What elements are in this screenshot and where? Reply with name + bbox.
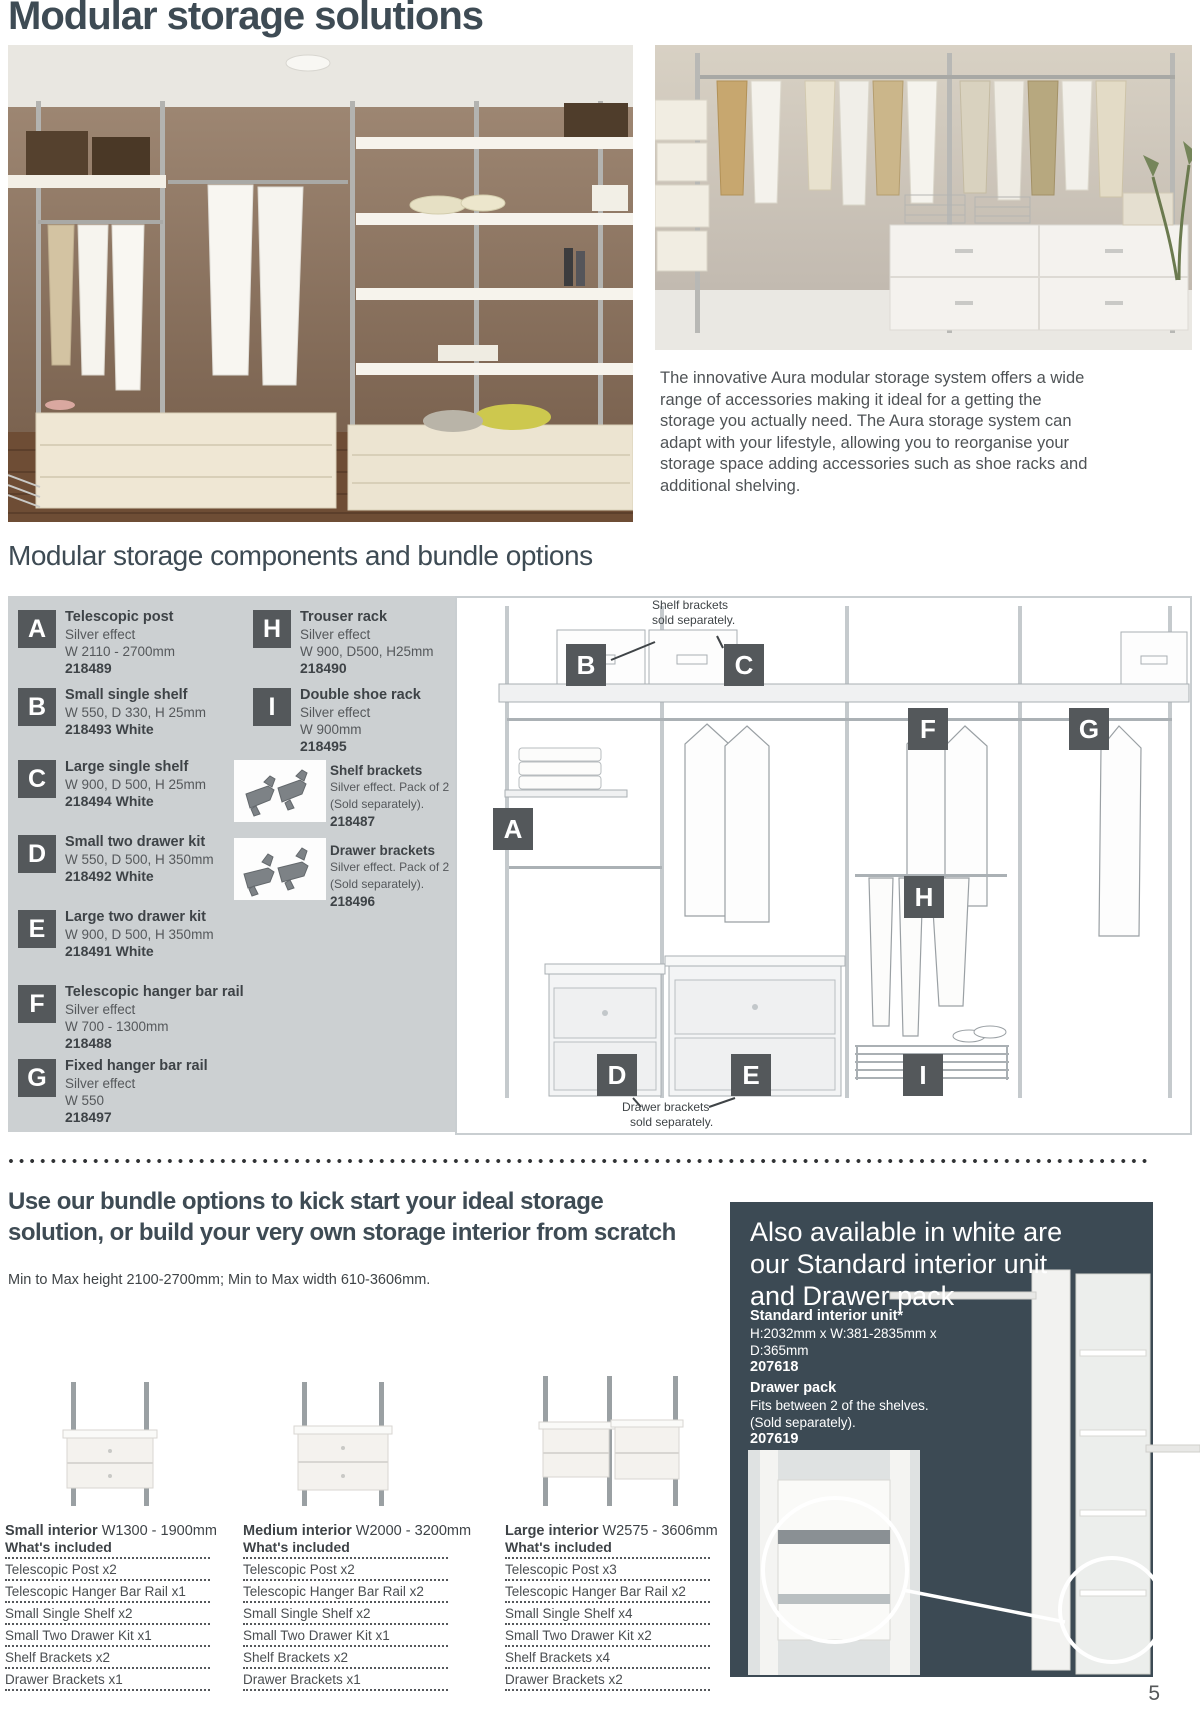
bundles-heading: Use our bundle options to kick start your ideal storage solution, or build your very own storage interior from scratch — [8, 1188, 676, 1246]
components-panel: A Telescopic post Silver effect W 2110 - 2700mm 218489 B Small single shelf W 550, D 330, H 25mm 218493 White C Large single shelf W 900, D 500, H 25mm 218494 White D Small two drawer kit W 550, D 500, H 350mm 218492 White E Large two drawer kit W 900, D 500, H 350mm 218491 White F Telescopic hanger bar rail Silver effect W 700 - 1300mm 218488 G Fixed hanger bar rail Silver effect W 550 218497 H Trouser rack Silver effect W 900, D500, H25mm 218490 I Double shoe rack Silver effect W 900mm 218495 Shelf brackets Silver effect. Pack of 2 (Sold separately). 218487 Drawer brackets Silver effect. Pack of 2 (Sold separately). 218496 — [8, 596, 455, 1132]
letter-badge-d: D — [18, 835, 56, 873]
standard-unit-details: Standard interior unit* H:2032mm x W:381-2835mm x D:365mm 207618 Drawer pack Fits between 2 of the shelves. (Sold separately). 207619 — [750, 1308, 937, 1447]
right-hanger-rail — [1146, 1445, 1200, 1452]
bundle-list-item: Small Two Drawer Kit x2 — [505, 1625, 710, 1647]
bundle-list-item: Small Two Drawer Kit x1 — [5, 1625, 210, 1647]
bundle-list-item: Small Single Shelf x2 — [243, 1603, 448, 1625]
included-label: What's included — [243, 1539, 448, 1559]
diagram-label-g: G — [1069, 708, 1109, 750]
letter-badge-i: I — [253, 688, 291, 726]
bracket-icon — [234, 838, 326, 900]
storage-boxes — [557, 630, 1187, 684]
diagram-label-i: I — [903, 1054, 943, 1096]
letter-badge-h: H — [253, 610, 291, 648]
page-number: 5 — [1148, 1682, 1160, 1705]
letter-badge-c: C — [18, 760, 56, 798]
also-available-heading: Also available in white are our Standard interior unit and Drawer pack — [750, 1217, 1063, 1311]
included-label: What's included — [5, 1539, 210, 1559]
bundle-name: Large interior — [505, 1523, 599, 1539]
intro-paragraph: The innovative Aura modular storage system offers a wide range of accessories making it ideal for a getting the storage you actually need. The Aura storage system can adapt with your lifestyle, allowing you to reorganise your storage space adding accessories such as shoe racks and additional shelving. — [660, 369, 1088, 495]
bracket-icon — [234, 760, 326, 822]
bundle-name: Medium interior — [243, 1523, 352, 1539]
bundle-list-item: Shelf Brackets x4 — [505, 1647, 710, 1669]
bundle-width: W2575 - 3606mm — [602, 1523, 718, 1539]
large-interior-illustration — [535, 1372, 685, 1510]
letter-badge-g: G — [18, 1059, 56, 1097]
bundle-list-item: Drawer Brackets x1 — [5, 1669, 210, 1691]
bundle-list-item: Telescopic Hanger Bar Rail x1 — [5, 1581, 210, 1603]
medium-interior-image — [288, 1378, 398, 1515]
medium-interior-illustration — [288, 1378, 398, 1510]
bundle-list-item: Telescopic Hanger Bar Rail x2 — [243, 1581, 448, 1603]
drawer-brackets-image — [234, 838, 326, 900]
large-interior-image — [535, 1372, 685, 1515]
box-stack — [655, 100, 709, 271]
bundle-list-item: Telescopic Hanger Bar Rail x2 — [505, 1581, 710, 1603]
folded-towels — [519, 748, 601, 789]
shelf-brackets-image — [234, 760, 326, 822]
diagram-label-e: E — [731, 1054, 771, 1096]
shelf-brackets-note: Shelf brackets sold separately. — [652, 598, 736, 627]
diagram-label-h: H — [904, 876, 944, 918]
diagram-label-c: C — [724, 644, 764, 686]
bundle-list-item: Shelf Brackets x2 — [5, 1647, 210, 1669]
small-interior-illustration — [55, 1378, 165, 1510]
bundle-width: W2000 - 3200mm — [355, 1523, 472, 1539]
hanging-storage-photo — [655, 45, 1192, 350]
bundle-list-item: Telescopic Post x2 — [5, 1559, 210, 1581]
bundle-list-item: Small Single Shelf x2 — [5, 1603, 210, 1625]
walkin-wardrobe-illustration — [8, 45, 633, 522]
walkin-wardrobe-photo — [8, 45, 633, 522]
drawer-brackets-note: Drawer brackets sold separately. — [622, 1100, 714, 1129]
bundle-list-item: Telescopic Post x3 — [505, 1559, 710, 1581]
bundle-list-item: Drawer Brackets x2 — [505, 1669, 710, 1691]
dotted-divider — [8, 1158, 1152, 1164]
letter-badge-f: F — [18, 985, 56, 1023]
diagram-label-a: A — [493, 808, 533, 850]
hanging-storage-illustration — [655, 45, 1192, 350]
bundle-large-interior — [505, 1523, 718, 1691]
size-note: Min to Max height 2100-2700mm; Min to Max width 610-3606mm. — [8, 1272, 431, 1288]
bundle-small-interior — [5, 1523, 217, 1691]
page-title: Modular storage solutions — [8, 0, 484, 38]
bundle-list-item: Small Single Shelf x4 — [505, 1603, 710, 1625]
diagram-label-d: D — [597, 1054, 637, 1096]
components-heading: Modular storage components and bundle options — [8, 540, 593, 571]
bundle-medium-interior — [243, 1523, 472, 1691]
bundle-list-item: Small Two Drawer Kit x1 — [243, 1625, 448, 1647]
bundle-list-item: Telescopic Post x2 — [243, 1559, 448, 1581]
letter-badge-a: A — [18, 610, 56, 648]
letter-badge-b: B — [18, 688, 56, 726]
small-interior-image — [55, 1378, 165, 1515]
diagram-label-f: F — [908, 708, 948, 750]
included-label: What's included — [505, 1539, 710, 1559]
bundle-list-item: Shelf Brackets x2 — [243, 1647, 448, 1669]
letter-badge-e: E — [18, 910, 56, 948]
diagram-label-b: B — [566, 644, 606, 686]
bundle-list-item: Drawer Brackets x1 — [243, 1669, 448, 1691]
bundle-name: Small interior — [5, 1523, 98, 1539]
bundle-width: W1300 - 1900mm — [101, 1523, 217, 1539]
